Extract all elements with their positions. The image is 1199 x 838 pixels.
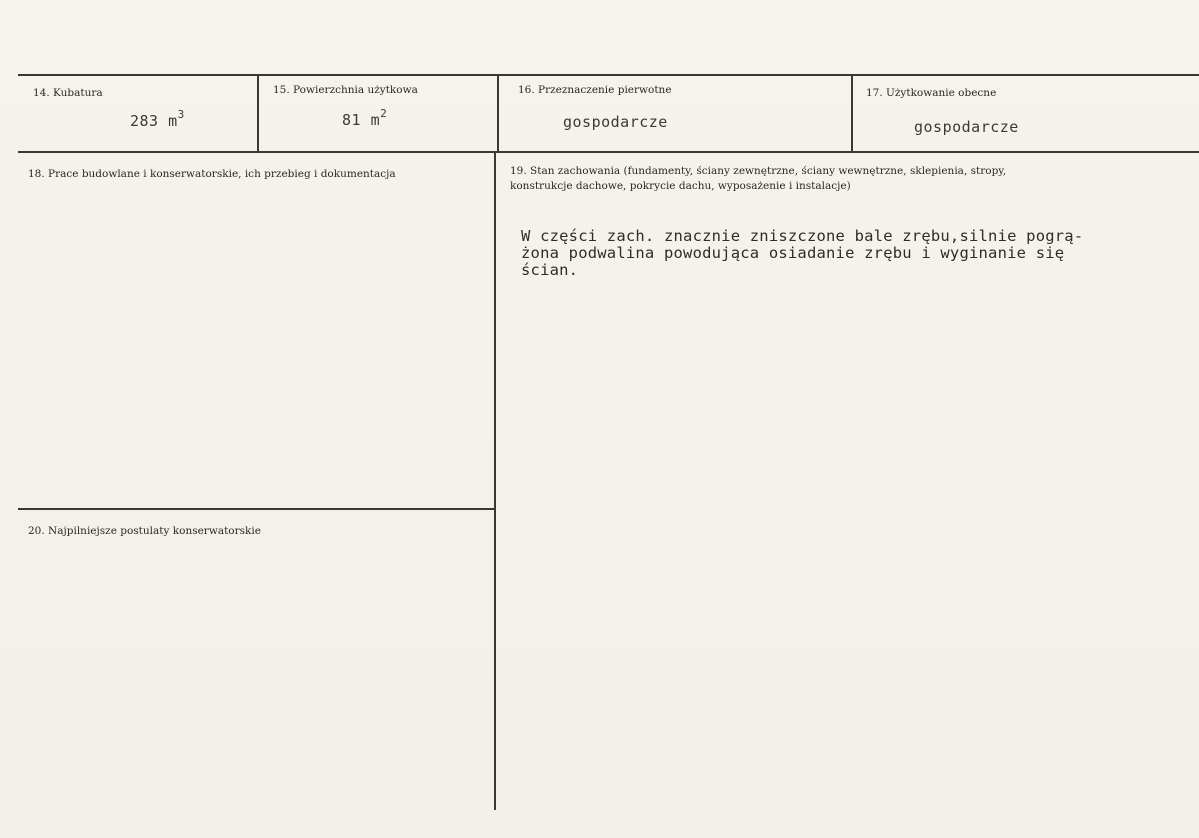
field-17-label: 17. Użytkowanie obecne	[866, 87, 997, 99]
top-row-bottom-border	[18, 151, 1199, 153]
divider-16-17	[851, 76, 853, 151]
field-14-value-text: 283 m	[130, 112, 178, 130]
field-15-value-text: 81 m	[342, 111, 381, 129]
field-14-value	[130, 108, 185, 130]
divider-18-20	[18, 508, 495, 510]
field-20-label: 20. Najpilniejsze postulaty konserwatorskie	[28, 525, 261, 537]
field-16-label: 16. Przeznaczenie pierwotne	[518, 84, 672, 96]
field-19-text-line-3: ścian.	[521, 261, 579, 279]
divider-14-15	[257, 76, 259, 151]
field-15-value	[342, 107, 388, 129]
top-row-top-border	[18, 74, 1199, 76]
field-19-label-line-2: konstrukcje dachowe, pokrycie dachu, wyposażenie i instalacje)	[510, 180, 851, 192]
divider-left-right	[494, 153, 496, 810]
field-15-value-exponent: 2	[380, 107, 388, 120]
field-18-label: 18. Prace budowlane i konserwatorskie, ich przebieg i dokumentacja	[28, 168, 396, 180]
field-19-text-line-2: żona podwalina powodująca osiadanie zrębu i wyginanie się	[521, 244, 1065, 262]
field-17-value: gospodarcze	[914, 118, 1019, 136]
field-19-text-line-1: W części zach. znacznie zniszczone bale zrębu,silnie pogrą-	[521, 227, 1084, 245]
field-14-label: 14. Kubatura	[33, 87, 103, 99]
field-16-value: gospodarcze	[563, 113, 668, 131]
field-14-value-exponent: 3	[177, 108, 185, 121]
divider-15-16	[497, 76, 499, 151]
field-15-label: 15. Powierzchnia użytkowa	[273, 84, 418, 96]
field-19-label-line-1: 19. Stan zachowania (fundamenty, ściany zewnętrzne, ściany wewnętrzne, sklepienia, stropy,	[510, 165, 1007, 177]
